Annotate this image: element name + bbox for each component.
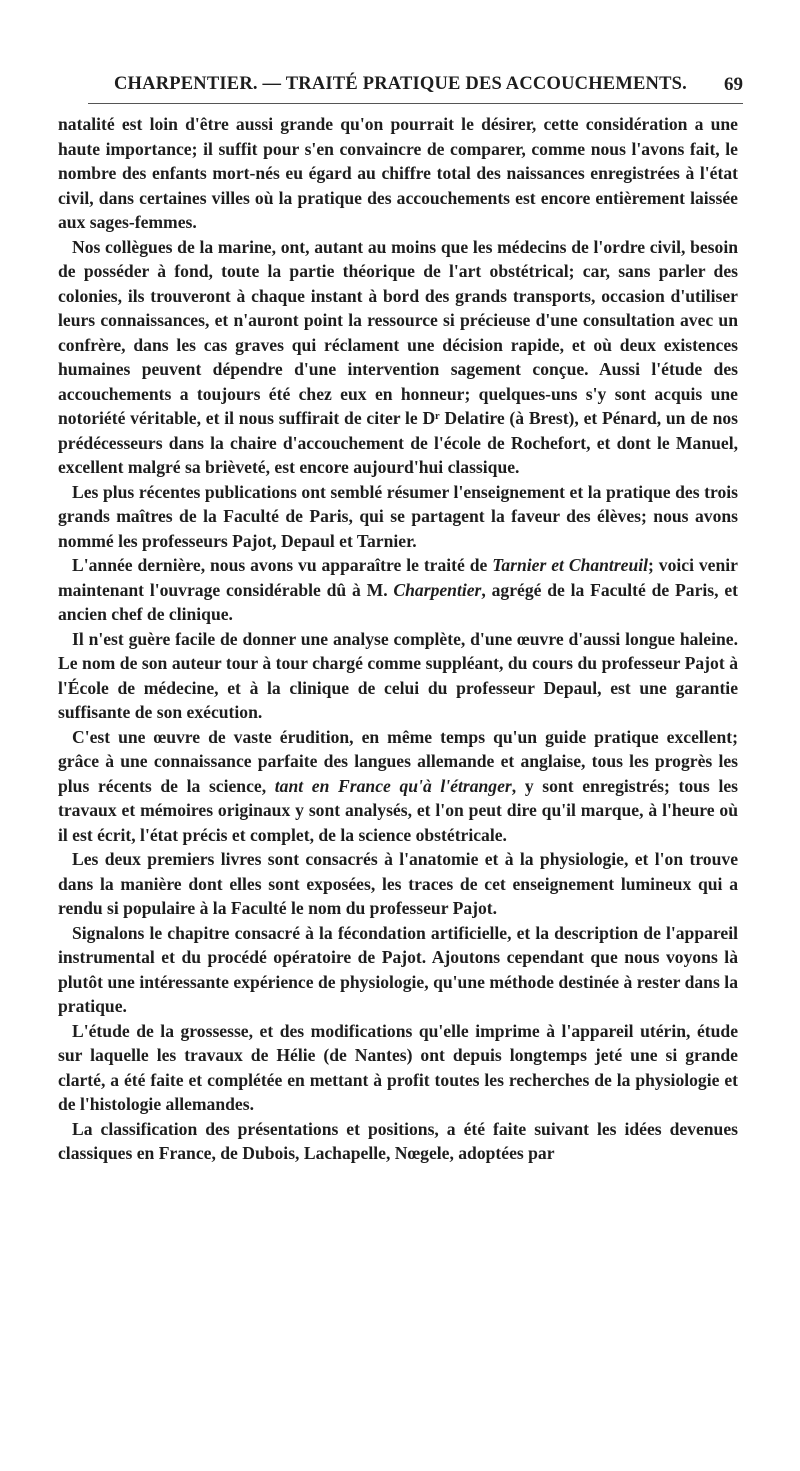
paragraph-4 [58, 553, 738, 627]
paragraph-8: Signalons le chapitre consacré à la fécondation artificielle, et la description de l'appareil instrumental et du procédé opératoire de Pajot. Ajoutons cependant que nous voyons là plutôt une intéressante expérience de physiologie, qu'une méthode destinée à rester dans la pratique. [58, 922, 738, 1016]
paragraph-6-italic-1: tant en France qu'à l'étranger [274, 775, 512, 796]
running-title: CHARPENTIER. — TRAITÉ PRATIQUE DES ACCOUCHEMENTS. [114, 74, 687, 94]
running-head [88, 74, 743, 100]
paragraph-4-text-b: ; voici venir maintenant l'ouvrage considérable dû à M. [58, 555, 738, 600]
paragraph-7: Les deux premiers livres sont consacrés à l'anatomie et à la physiologie, et l'on trouve dans la manière dont elles sont exposées, les traces de cet enseignement lumineux qui a rendu si populaire à la Faculté le nom du professeur Pajot. [58, 849, 738, 918]
body-text [58, 112, 738, 1166]
paragraph-4-italic-2: Charpentier [393, 579, 482, 600]
paragraph-5: Il n'est guère facile de donner une analyse complète, d'une œuvre d'aussi longue haleine. Le nom de son auteur tour à tour chargé comme suppléant, du cours du professeur Pajot à l'École de médecine, et à la clinique de celui du professeur Depaul, est une garantie suffisante de son exécution. [58, 628, 738, 722]
paragraph-4-text-c: , agrégé de la Faculté de Paris, et ancien chef de clinique. [58, 579, 738, 624]
paragraph-4-italic-1: Tarnier et Chantreuil [492, 555, 649, 575]
paragraph-6-text-b: , y sont enregistrés; tous les travaux et mémoires originaux y sont analysés, et l'on peut dire qu'il marque, à l'heure où il est écrit, l'état précis et complet, de la science obstétricale. [58, 775, 738, 845]
header-rule [88, 103, 743, 104]
paragraph-10: La classification des présentations et positions, a été faite suivant les idées devenues classiques en France, de Dubois, Lachapelle, Nœgele, adoptées par [58, 1118, 738, 1163]
paragraph-3: Les plus récentes publications ont semblé résumer l'enseignement et la pratique des trois grands maîtres de la Faculté de Paris, qui se partagent la faveur des élèves; nous avons nommé les professeurs Pajot, Depaul et Tarnier. [58, 481, 738, 551]
paragraph-2: Nos collègues de la marine, ont, autant au moins que les médecins de l'ordre civil, besoin de posséder à fond, toute la partie théorique de l'art obstétrical; car, sans parler des colonies, ils trouveront à chaque instant à bord des grands transports, occasion d'utiliser leurs connaissances, et n'auront point la ressource si précieuse d'une consultation avec un confrère, dans les cas graves qui réclament une décision rapide, et où deux existences humaines peuvent dépendre d'une intervention sagement conçue. Aussi l'étude des accouchements a toujours été chez eux en honneur; quelques-uns s'y sont acquis une notoriété véritable, et il nous suffirait de citer le Dʳ Delatire (à Brest), et Pénard, un de nos prédécesseurs dans la chaire d'accouchement de l'école de Rochefort, et dont le Manuel, excellent malgré sa brièveté, est encore aujourd'hui classique. [58, 236, 738, 477]
paragraph-6-text-a: C'est une œuvre de vaste érudition, en même temps qu'un guide pratique excellent; grâce à une connaissance parfaite des langues allemande et anglaise, tous les progrès les plus récents de la science, [58, 726, 738, 796]
paragraph-1: natalité est loin d'être aussi grande qu'on pourrait le désirer, cette considération a une haute importance; il suffit pour s'en convaincre de comparer, comme nous l'avons fait, le nombre des enfants mort-nés eu égard au chiffre total des naissances enregistrées à l'état civil, dans certaines villes où la pratique des accouchements est encore entièrement laissée aux sages-femmes. [58, 114, 738, 232]
paragraph-4-text-a: L'année dernière, nous avons vu apparaître le traité de [72, 555, 493, 575]
paragraph-6 [58, 725, 738, 848]
paragraph-9: L'étude de la grossesse, et des modifications qu'elle imprime à l'appareil utérin, étude sur laquelle les travaux de Hélie (de Nantes) ont depuis longtemps jeté une si grande clarté, a été faite et complétée en mettant à profit toutes les recherches de la physiologie et de l'histologie allemandes. [58, 1020, 738, 1114]
page-number: 69 [724, 74, 743, 95]
